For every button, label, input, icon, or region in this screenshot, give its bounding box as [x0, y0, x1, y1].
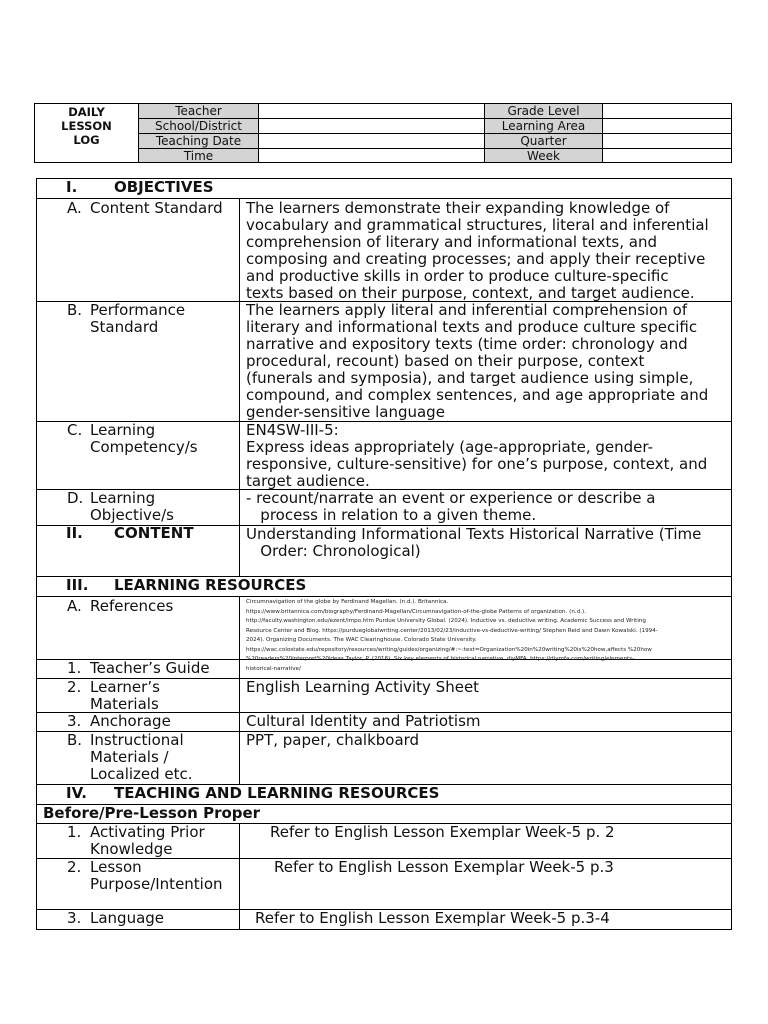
instructional-materials-label-2: Materials /	[90, 748, 169, 766]
pre-lesson-subheading-row	[37, 805, 731, 824]
activating-prior-knowledge-label-1: Activating Prior	[90, 823, 205, 841]
anchorage-label: Anchorage	[90, 712, 171, 730]
lesson-purpose-row	[37, 859, 731, 910]
grade-level-value[interactable]	[603, 104, 731, 119]
content-heading-num: II.	[66, 524, 83, 542]
content-standard-text: The learners demonstrate their expanding knowledge of vocabulary and grammatical structures, literal and inferential comprehension of literary and informational texts, and composing and creating processes; and apply their receptive and productive skills in order to produce culture-specific texts based on their purpose, context, and target audience.	[246, 199, 709, 302]
anchorage-value: Cultural Identity and Patriotism	[246, 712, 481, 730]
content-heading: CONTENT	[114, 524, 194, 542]
teachers-guide-value[interactable]	[240, 660, 731, 678]
lesson-plan-table	[36, 178, 732, 930]
activating-prior-knowledge-value: Refer to English Lesson Exemplar Week-5 p. 2	[270, 823, 615, 841]
school-district-label: School/District	[139, 119, 259, 134]
learning-area-value[interactable]	[603, 119, 731, 134]
grade-level-label: Grade Level	[485, 104, 603, 119]
learners-materials-label-2: Materials	[90, 695, 159, 713]
content-standard-label: Content Standard	[90, 199, 223, 217]
instructional-materials-letter: B.	[67, 731, 83, 749]
language-value: Refer to English Lesson Exemplar Week-5 p.3-4	[255, 909, 610, 927]
anchorage-num: 3.	[67, 712, 82, 730]
lesson-log-header-table	[34, 103, 732, 163]
learning-competency-text: EN4SW-III-5: Express ideas appropriately (age-appropriate, gender- responsive, culture-sensitive) for one’s purpose, context, and target audience.	[246, 421, 708, 490]
teacher-value[interactable]	[259, 104, 485, 119]
learners-materials-row	[37, 679, 731, 713]
instructional-materials-label-3: Localized etc.	[90, 765, 193, 783]
content-standard-row	[37, 199, 731, 302]
learning-resources-heading: LEARNING RESOURCES	[114, 576, 307, 594]
learning-competency-row	[37, 422, 731, 490]
language-num: 3.	[67, 909, 82, 927]
anchorage-row	[37, 713, 731, 732]
learning-objectives-text: - recount/narrate an event or experience or describe a process in relation to a given theme.	[246, 489, 656, 524]
learning-area-label: Learning Area	[485, 119, 603, 134]
references-text: Circumnavigation of the globe by Ferdinand Magellan. (n.d.). Britannica. https://www.britannica.com/biography/Ferdinand-Magellan/Circumnavigation-of-the-globe Patterns of organization. (n.d.). http://faculty.washington.edu/ezent/impo.htm Purdue University Global. (2024). Inductive vs. deductive writing. Academic Success and Writing Resource Center and Blog. https://purdueglobalwriting.center/2013/02/23/inductive-vs-deductive-writing/ Stephen Reid and Dawn Kowalski. (1994- 2024). Organizing Documents. The WAC Clearinghouse. Colorado State University. https://wac.colostate.edu/repository/resources/writing/guides/organizing/#:~:text=Organization%20in%20writing%20is%20how,affects %20how %20readers%20interpret%20ideas Taylor, P. (2016). Six key elements of historical narrative. diyMFA. https://diymfa.com/writing/elements- historical-narrative/	[246, 599, 658, 672]
performance-standard-row	[37, 302, 731, 422]
language-label: Language	[90, 909, 165, 927]
time-value[interactable]	[259, 149, 485, 162]
time-label: Time	[139, 149, 259, 162]
daily-lesson-log-title: DAILY LESSON LOG	[35, 104, 139, 162]
pre-lesson-subheading: Before/Pre-Lesson Proper	[43, 804, 261, 822]
performance-standard-label-2: Standard	[90, 318, 159, 336]
school-district-value[interactable]	[259, 119, 485, 134]
week-value[interactable]	[603, 149, 731, 162]
references-label: References	[90, 597, 174, 615]
learning-resources-heading-row	[37, 577, 731, 597]
objectives-heading-num: I.	[66, 178, 78, 196]
instructional-materials-value: PPT, paper, chalkboard	[246, 731, 420, 749]
lesson-purpose-value: Refer to English Lesson Exemplar Week-5 p.3	[274, 858, 614, 876]
teachers-guide-row	[37, 660, 731, 679]
references-letter: A.	[67, 597, 82, 615]
teachers-guide-label: Teacher’s Guide	[90, 659, 210, 677]
learners-materials-value: English Learning Activity Sheet	[246, 678, 480, 696]
instructional-materials-row	[37, 732, 731, 785]
activating-prior-knowledge-label-2: Knowledge	[90, 840, 173, 858]
performance-standard-label-1: Performance	[90, 301, 186, 319]
learners-materials-num: 2.	[67, 678, 82, 696]
teaching-heading-row	[37, 785, 731, 805]
week-label: Week	[485, 149, 603, 162]
content-standard-letter: A.	[67, 199, 82, 217]
teachers-guide-num: 1.	[67, 659, 82, 677]
instructional-materials-label-1: Instructional	[90, 731, 184, 749]
lesson-purpose-num: 2.	[67, 858, 82, 876]
learning-objectives-label-1: Learning	[90, 489, 156, 507]
teaching-heading: TEACHING AND LEARNING RESOURCES	[114, 784, 440, 802]
learners-materials-label-1: Learner’s	[90, 678, 160, 696]
learning-objectives-label-2: Objective/s	[90, 506, 174, 524]
learning-objectives-row	[37, 490, 731, 526]
activating-prior-knowledge-row	[37, 824, 731, 859]
performance-standard-text: The learners apply literal and inferential comprehension of literary and informational texts and produce culture specific narrative and expository texts (time order: chronology and procedural, recount) based on their purpose, context (funerals and symposia), and target audience using simple, compound, and complex sentences, and age appropriate and gender-sensitive language	[246, 301, 709, 421]
content-row	[37, 526, 731, 577]
teaching-date-label: Teaching Date	[139, 134, 259, 149]
activating-prior-knowledge-num: 1.	[67, 823, 82, 841]
performance-standard-letter: B.	[67, 301, 83, 319]
learning-competency-label-2: Competency/s	[90, 438, 198, 456]
teacher-label: Teacher	[139, 104, 259, 119]
learning-competency-label-1: Learning	[90, 421, 156, 439]
objectives-heading: OBJECTIVES	[114, 178, 214, 196]
language-row	[37, 910, 731, 929]
objectives-heading-row	[37, 179, 731, 199]
quarter-label: Quarter	[485, 134, 603, 149]
learning-resources-heading-num: III.	[66, 576, 89, 594]
lesson-purpose-label-2: Purpose/Intention	[90, 875, 223, 893]
learning-competency-letter: C.	[67, 421, 83, 439]
learning-objectives-letter: D.	[67, 489, 84, 507]
quarter-value[interactable]	[603, 134, 731, 149]
content-text: Understanding Informational Texts Historical Narrative (Time Order: Chronological)	[246, 525, 702, 560]
lesson-purpose-label-1: Lesson	[90, 858, 142, 876]
teaching-heading-num: IV.	[66, 784, 87, 802]
teaching-date-value[interactable]	[259, 134, 485, 149]
